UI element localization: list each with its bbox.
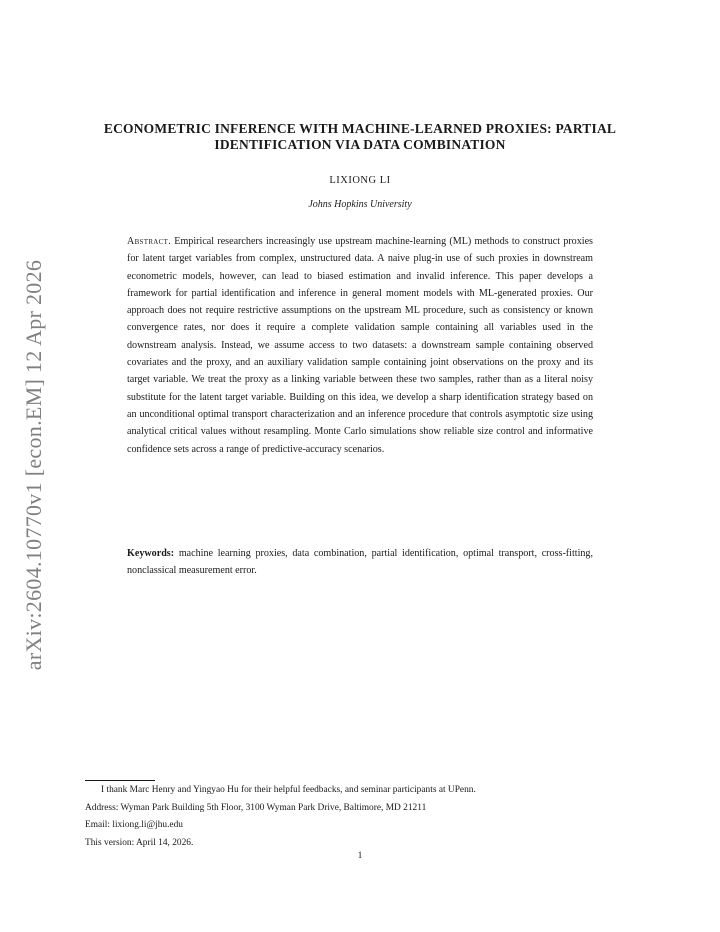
keywords <box>127 545 593 580</box>
abstract-text: Empirical researchers increasingly use upstream machine-learning (ML) methods to construct proxies for latent target variables from complex, unstructured data. A naive plug-in use of such proxies in downstream econometric models, however, can lead to biased estimation and invalid inference. This paper develops a framework for partial identification and inference in general moment models with ML-generated proxies. Our approach does not require restrictive assumptions on the upstream ML procedure, such as consistency or known convergence rates, nor does it require a complete validation sample containing all variables used in the downstream analysis. Instead, we assume access to two datasets: a downstream sample containing observed covariates and the proxy, and an auxiliary validation sample containing joint observations on the proxy and its target variable. We treat the proxy as a linking variable between these two samples, rather than as a literal noisy substitute for the latent target variable. Building on this idea, we develop a sharp identification strategy based on an unconditional optimal transport characterization and an inference procedure that controls asymptotic size using analytical critical values without resampling. Monte Carlo simulations show reliable size control and informative confidence sets across a range of predictive-accuracy scenarios. <box>127 236 593 455</box>
arxiv-identifier-stamp: arXiv:2604.10770v1 [econ.EM] 12 Apr 2026 <box>21 259 46 671</box>
keywords-label: Keywords: <box>127 548 175 559</box>
version-footnote: This version: April 14, 2026. <box>85 837 194 848</box>
abstract <box>127 233 593 458</box>
acknowledgement-footnote: I thank Marc Henry and Yingyao Hu for their helpful feedbacks, and seminar participants at UPenn. <box>101 785 476 795</box>
address-footnote: Address: Wyman Park Building 5th Floor, 3100 Wyman Park Drive, Baltimore, MD 21211 <box>85 802 427 813</box>
keywords-text: machine learning proxies, data combination, partial identification, optimal transport, cross-fitting, nonclassical measurement error. <box>127 548 593 577</box>
author-affiliation: Johns Hopkins University <box>308 199 412 210</box>
paper-title: ECONOMETRIC INFERENCE WITH MACHINE-LEARNED PROXIES: PARTIAL IDENTIFICATION VIA DATA COMBINATION <box>103 121 617 152</box>
footnote-divider <box>85 780 155 781</box>
footnotes <box>85 782 645 852</box>
page-number: 1 <box>357 851 363 861</box>
abstract-heading: Abstract. <box>127 236 172 247</box>
email-footnote: Email: lixiong.li@jhu.edu <box>85 820 183 831</box>
author-name: LIXIONG LI <box>329 175 391 186</box>
